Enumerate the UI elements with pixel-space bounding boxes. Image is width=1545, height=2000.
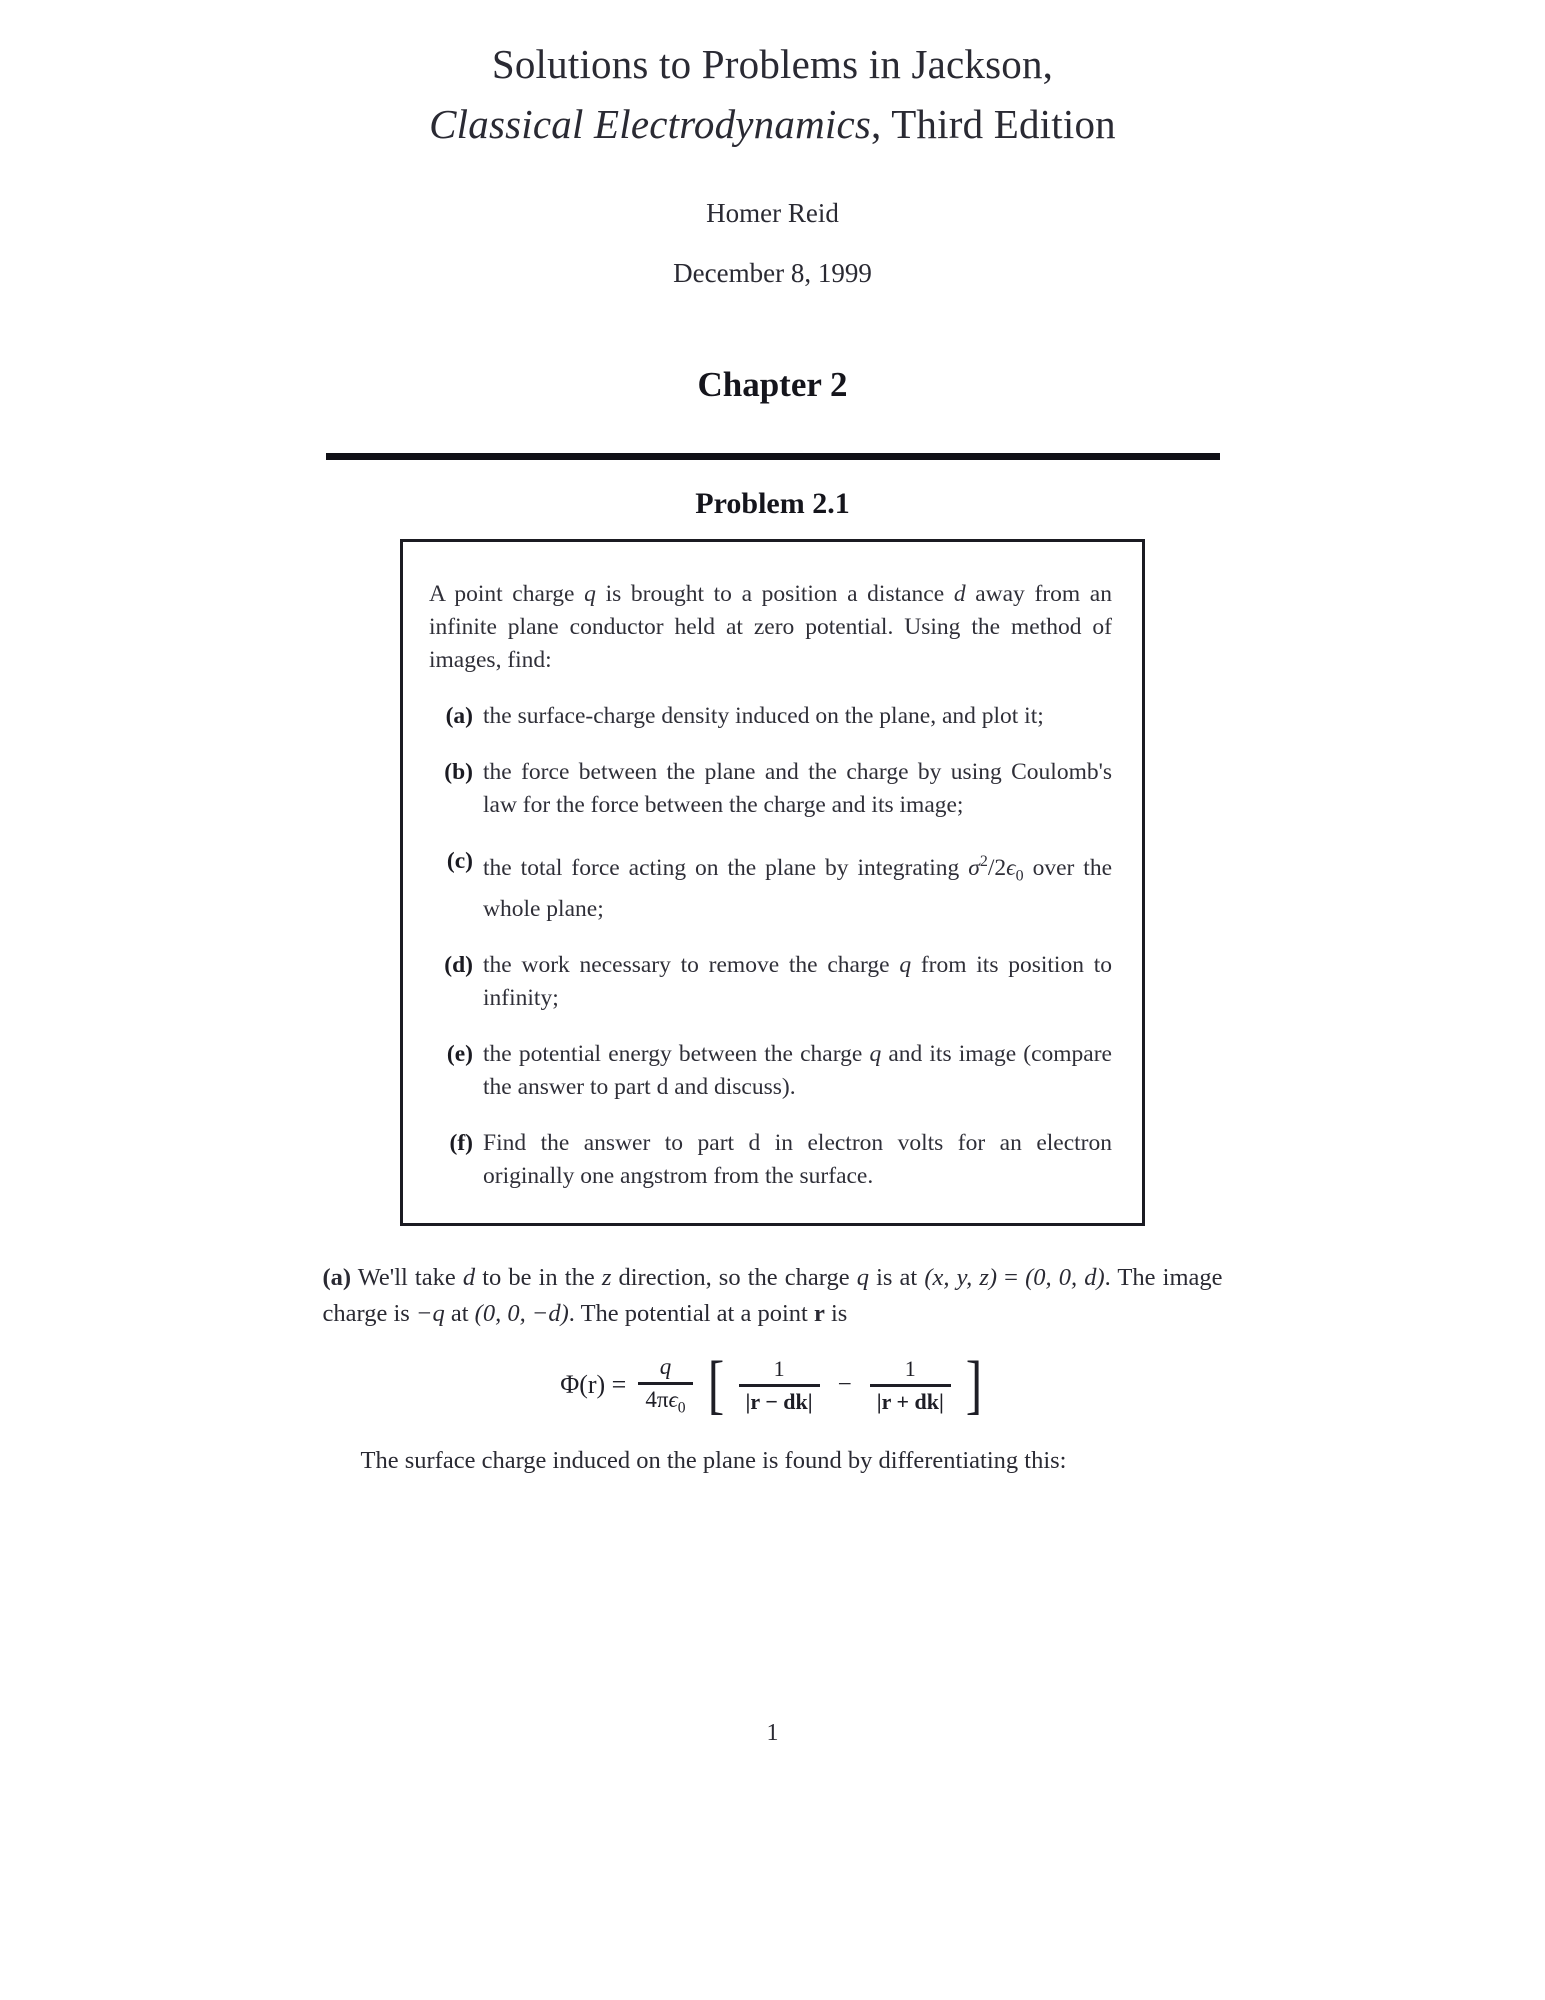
item-c-sigma: σ [968,854,980,881]
item-label-a: (a) [445,703,473,729]
solution-image-charge: −q [415,1299,445,1327]
item-label-f: (f) [449,1129,473,1156]
page-number: 1 [766,1720,779,1746]
solution-variable-z: z [601,1263,612,1291]
item-text-f: Find the answer to part d in electron volts for an electron originally one angstrom from the surface. [483,1129,1112,1189]
document-title-suffix: , Third Edition [871,101,1116,147]
list-item [429,949,1112,1015]
solution-text-2: to be in the [475,1263,602,1291]
intro-variable-d: d [953,581,966,607]
term-2-numerator: 1 [904,1355,916,1381]
item-label-d: (d) [444,951,473,978]
equation-term-2 [870,1356,951,1415]
displayed-equation [323,1347,1223,1421]
solution-text-8: is [824,1299,848,1327]
item-c-text-after: over the whole plane; [483,854,1112,922]
solution-text-7: . The potential at a point [568,1299,814,1327]
solution-text-4: is at [868,1263,925,1291]
intro-variable-q: q [584,581,596,607]
prefactor-denominator-four-pi: 4π [645,1386,669,1412]
solution-variable-q: q [856,1263,869,1291]
document-date: December 8, 1999 [673,258,872,288]
chapter-heading: Chapter 2 [697,365,848,404]
item-text-c [483,845,1112,926]
solution-text-1: We'll take [351,1263,463,1291]
item-c-slash-two: /2 [987,854,1007,881]
item-text-a: the surface-charge density induced on the plane, and plot it; [483,703,1044,729]
solution-image-coords: (0, 0, −d) [474,1299,569,1327]
intro-text-1: A point charge [429,581,585,607]
item-text-e [483,1038,1112,1104]
item-e-text-after: and its image (compare the answer to part d and discuss). [483,1040,1112,1100]
problem-statement-box [400,539,1145,1226]
solution-paragraph-a [323,1260,1223,1332]
closing-paragraph: The surface charge induced on the plane is found by differentiating this: [360,1447,1067,1475]
item-c-epsilon-subscript: 0 [1015,867,1024,885]
prefactor-denominator-subscript: 0 [677,1399,686,1417]
problem-intro-paragraph [429,578,1112,677]
item-text-b: the force between the plane and the charge by using Coulomb's law for the force between the charge and its image; [483,759,1112,818]
equation-prefactor-fraction [638,1354,692,1418]
item-d-text-after: from its position to infinity; [483,951,1112,1011]
solution-text-3: direction, so the charge [611,1263,857,1291]
document-title-line-1: Solutions to Problems in Jackson, [491,41,1054,87]
term-2-denominator: |r + dk| [876,1388,944,1414]
equation-lhs: Φ(r) = [560,1370,627,1400]
item-text-d [483,949,1112,1015]
item-label-b: (b) [444,759,473,785]
solution-part-label: (a) [322,1263,352,1291]
prefactor-denominator [638,1385,692,1418]
solution-coords-rhs: (0, 0, d) [1025,1263,1105,1291]
equation-operator-minus: − [837,1371,852,1399]
solution-variable-d: d [462,1263,476,1291]
prefactor-numerator: q [659,1353,672,1379]
item-c-exponent: 2 [979,853,988,870]
item-c-epsilon: ϵ [1006,854,1016,881]
item-e-variable-q: q [869,1040,882,1067]
list-item [429,700,1112,733]
equation-term-1 [739,1356,820,1415]
list-item [429,1127,1112,1193]
term-1-denominator: |r − dk| [745,1388,813,1414]
solution-vector-r: r [813,1299,825,1327]
solution-coords-lhs: (x, y, z) [924,1263,998,1291]
intro-text-2: is brought to a position a distance [595,581,954,607]
title-block [0,0,1545,154]
item-d-variable-q: q [899,951,912,978]
problem-heading: Problem 2.1 [695,487,850,520]
prefactor-denominator-epsilon: ϵ [668,1386,678,1412]
item-e-text-before: the potential energy between the charge [483,1040,870,1067]
item-c-text-before: the total force acting on the plane by integrating [483,854,969,881]
list-item [429,845,1112,926]
item-label-e: (e) [446,1040,473,1067]
item-d-text-before: the work necessary to remove the charge [483,951,900,978]
bracket-close: ] [965,1347,983,1421]
document-title-line-2 [0,94,1545,154]
list-item [429,1038,1112,1104]
solution-text-6: at [444,1299,475,1327]
horizontal-rule [326,453,1220,460]
bracket-open: [ [707,1347,724,1421]
author-name: Homer Reid [706,198,839,228]
problem-item-list [429,700,1112,1193]
intro-text-3: away from an infinite plane conductor held at zero potential. Using the method of images, find: [429,581,1112,673]
item-label-c: (c) [446,848,473,874]
solution-equals: = [997,1263,1026,1291]
solution-text-5: . The image charge is [322,1263,1223,1327]
document-title-italic: Classical Electrodynamics [429,101,872,147]
term-1-numerator: 1 [773,1355,785,1381]
equation-row [560,1347,985,1421]
list-item [429,756,1112,822]
